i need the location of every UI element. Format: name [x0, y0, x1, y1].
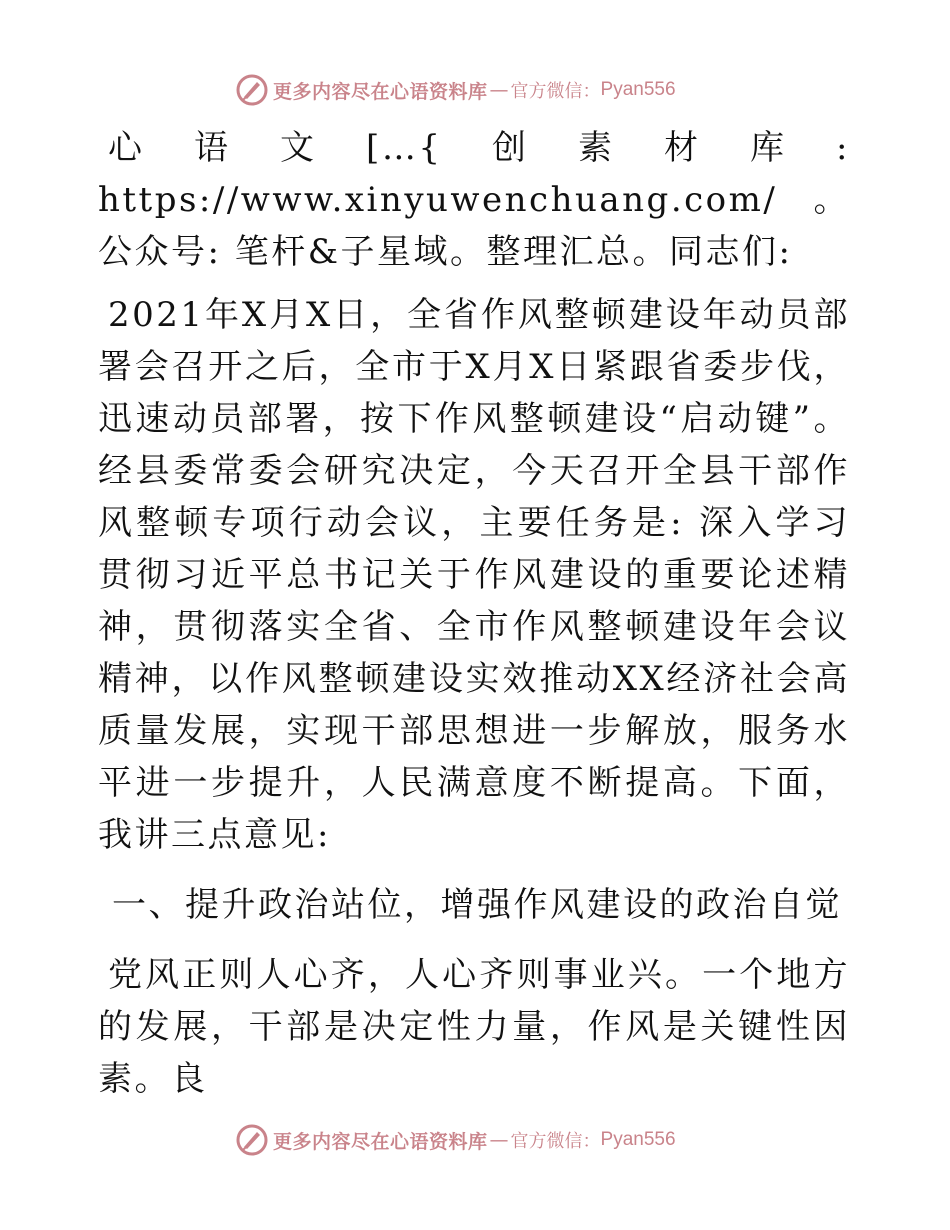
- quill-logo-icon: [235, 73, 269, 107]
- paragraph-opening: 2021年X月X日，全省作风整顿建设年动员部署会召开之后，全市于X月X日紧跟省委步伐，迅速动员部署，按下作风整顿建设“启动键”。经县委常委会研究决定，今天召开全县干部作风整顿专项行动会议，主要任务是: 深入学习贯彻习近平总书记关于作风建设的重要论述精神，贯彻落实全省、全市作风整顿建设年会议精神，以作风整顿建设实效推动XX经济社会高质量发展，实现干部思想进一步解放，服务水平进一步提升，人民满意度不断提高。下面，我讲三点意见:: [98, 295, 850, 855]
- watermark-separator: —: [489, 1129, 509, 1151]
- watermark-contact-label: 官方微信：: [510, 1131, 601, 1152]
- paragraph-intro: 心语文[…{创素材库: https://www.xinyuwenchuang.com/。公众号: 笔杆&子星域。整理汇总。同志们:: [98, 128, 850, 272]
- watermark-banner-bottom: [235, 1122, 676, 1158]
- watermark-text: 更多内容尽在心语资料库: [273, 1130, 488, 1153]
- watermark-wechat-id: Pyan556: [600, 79, 676, 100]
- watermark-wechat-id: Pyan556: [600, 1129, 676, 1150]
- quill-logo-icon: [235, 1123, 269, 1157]
- watermark-contact-label: 官方微信：: [510, 81, 601, 102]
- watermark-text: 更多内容尽在心语资料库: [273, 80, 488, 103]
- paragraph-section-1: 党风正则人心齐，人心齐则事业兴。一个地方的发展，干部是决定性力量，作风是关键性因素。良: [98, 955, 850, 1099]
- watermark-separator: —: [489, 79, 509, 101]
- document-body: [98, 122, 850, 1116]
- watermark-banner-top: [235, 72, 676, 108]
- section-heading-1: 一、提升政治站位，增强作风建设的政治自觉: [112, 885, 842, 925]
